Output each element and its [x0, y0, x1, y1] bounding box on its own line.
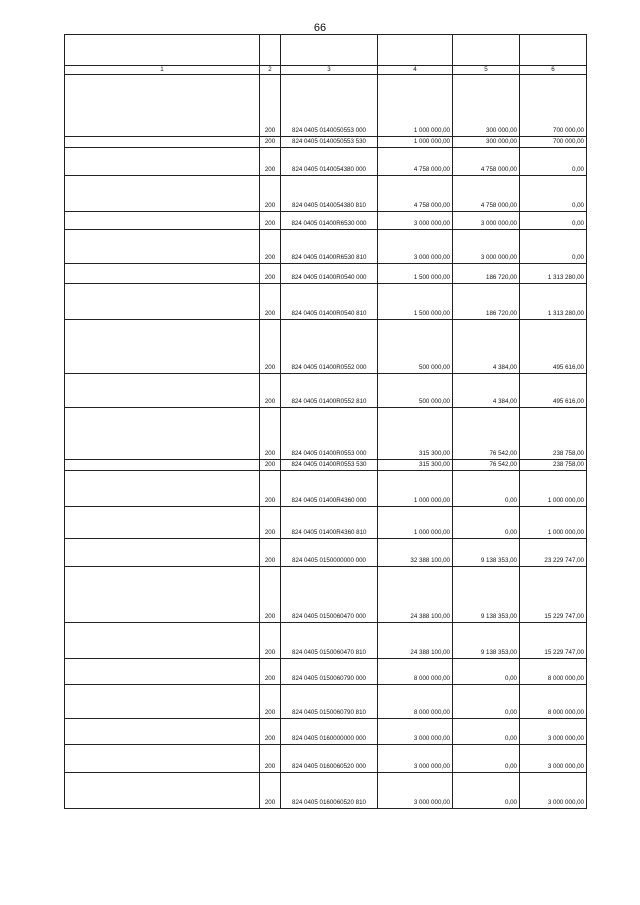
column-number: 3: [281, 66, 378, 75]
line-code-cell: 200: [260, 407, 281, 459]
table-row: [65, 772, 587, 808]
line-code-cell: 200: [260, 459, 281, 470]
executed-amount-cell: 4 758 000,00: [453, 147, 520, 175]
line-code-cell: 200: [260, 658, 281, 684]
approved-amount-cell: 500 000,00: [378, 373, 453, 407]
unexecuted-amount-cell: 3 000 000,00: [520, 772, 587, 808]
indicator-name-cell: [65, 566, 260, 622]
approved-amount-cell: 3 000 000,00: [378, 744, 453, 772]
column-number: 2: [260, 66, 281, 75]
approved-amount-cell: 1 000 000,00: [378, 75, 453, 137]
line-code-cell: 200: [260, 744, 281, 772]
approved-amount-cell: 4 758 000,00: [378, 175, 453, 211]
budget-classification-code-cell: 824 0405 0140050553 000: [281, 75, 378, 137]
budget-classification-code-cell: 824 0405 01400R0540 810: [281, 283, 378, 319]
table-row: [65, 658, 587, 684]
approved-amount-cell: 1 000 000,00: [378, 506, 453, 538]
page-number: 66: [313, 22, 327, 34]
line-code-cell: 200: [260, 373, 281, 407]
unexecuted-amount-cell: 495 616,00: [520, 373, 587, 407]
table-row: [65, 566, 587, 622]
approved-amount-cell: 1 500 000,00: [378, 263, 453, 283]
header-line-code: [260, 35, 281, 66]
indicator-name-cell: [65, 622, 260, 658]
budget-classification-code-cell: 824 0405 0160060520 000: [281, 744, 378, 772]
budget-classification-code-cell: 824 0405 0150060470 810: [281, 622, 378, 658]
indicator-name-cell: [65, 744, 260, 772]
header-indicator-name: [65, 35, 260, 66]
unexecuted-amount-cell: 1 313 280,00: [520, 283, 587, 319]
table-row: [65, 718, 587, 744]
column-number: 4: [378, 66, 453, 75]
indicator-name-cell: [65, 373, 260, 407]
table-row: [65, 470, 587, 506]
unexecuted-amount-cell: 1 000 000,00: [520, 506, 587, 538]
table-row: [65, 744, 587, 772]
line-code-cell: 200: [260, 263, 281, 283]
budget-execution-table: [64, 34, 587, 809]
budget-classification-code-cell: 824 0405 0150060790 810: [281, 684, 378, 718]
line-code-cell: 200: [260, 211, 281, 229]
budget-classification-code-cell: 824 0405 0150060470 000: [281, 566, 378, 622]
executed-amount-cell: 0,00: [453, 744, 520, 772]
table-body: [65, 75, 587, 809]
line-code-cell: 200: [260, 319, 281, 373]
approved-amount-cell: 8 000 000,00: [378, 658, 453, 684]
unexecuted-amount-cell: 0,00: [520, 229, 587, 263]
indicator-name-cell: [65, 283, 260, 319]
indicator-name-cell: [65, 319, 260, 373]
table-row: [65, 506, 587, 538]
unexecuted-amount-cell: 495 616,00: [520, 319, 587, 373]
executed-amount-cell: 76 542,00: [453, 407, 520, 459]
indicator-name-cell: [65, 263, 260, 283]
unexecuted-amount-cell: 238 758,00: [520, 407, 587, 459]
executed-amount-cell: 186 720,00: [453, 283, 520, 319]
unexecuted-amount-cell: 238 758,00: [520, 459, 587, 470]
table-row: [65, 407, 587, 459]
budget-classification-code-cell: 824 0405 01400R4360 810: [281, 506, 378, 538]
line-code-cell: 200: [260, 147, 281, 175]
approved-amount-cell: 3 000 000,00: [378, 229, 453, 263]
approved-amount-cell: 24 388 100,00: [378, 622, 453, 658]
budget-classification-code-cell: 824 0405 01400R0540 000: [281, 263, 378, 283]
approved-amount-cell: 8 000 000,00: [378, 684, 453, 718]
budget-classification-code-cell: 824 0405 01400R0552 810: [281, 373, 378, 407]
header-budget-classification-code: [281, 35, 378, 66]
budget-classification-code-cell: 824 0405 01400R6530 000: [281, 211, 378, 229]
approved-amount-cell: 32 388 100,00: [378, 538, 453, 566]
line-code-cell: 200: [260, 684, 281, 718]
table-row: [65, 175, 587, 211]
executed-amount-cell: 0,00: [453, 772, 520, 808]
indicator-name-cell: [65, 75, 260, 137]
executed-amount-cell: 4 384,00: [453, 319, 520, 373]
executed-amount-cell: 0,00: [453, 470, 520, 506]
unexecuted-amount-cell: 700 000,00: [520, 75, 587, 137]
unexecuted-amount-cell: 15 229 747,00: [520, 566, 587, 622]
unexecuted-amount-cell: 8 000 000,00: [520, 684, 587, 718]
budget-classification-code-cell: 824 0405 0150000000 000: [281, 538, 378, 566]
indicator-name-cell: [65, 470, 260, 506]
indicator-name-cell: [65, 407, 260, 459]
executed-amount-cell: 0,00: [453, 684, 520, 718]
table-row: [65, 622, 587, 658]
executed-amount-cell: 9 138 353,00: [453, 622, 520, 658]
unexecuted-amount-cell: 0,00: [520, 175, 587, 211]
executed-amount-cell: 3 000 000,00: [453, 229, 520, 263]
table-row: [65, 684, 587, 718]
table-row: [65, 538, 587, 566]
executed-amount-cell: 0,00: [453, 718, 520, 744]
budget-classification-code-cell: 824 0405 0140054380 810: [281, 175, 378, 211]
table-row: [65, 75, 587, 137]
executed-amount-cell: 300 000,00: [453, 137, 520, 148]
indicator-name-cell: [65, 229, 260, 263]
budget-classification-code-cell: 824 0405 0140054380 000: [281, 147, 378, 175]
column-number: 6: [520, 66, 587, 75]
table-row: [65, 211, 587, 229]
indicator-name-cell: [65, 459, 260, 470]
unexecuted-amount-cell: 1 313 280,00: [520, 263, 587, 283]
budget-classification-code-cell: 824 0405 01400R0553 000: [281, 407, 378, 459]
budget-classification-code-cell: 824 0405 01400R4360 000: [281, 470, 378, 506]
executed-amount-cell: 9 138 353,00: [453, 538, 520, 566]
budget-classification-code-cell: 824 0405 0160060520 810: [281, 772, 378, 808]
unexecuted-amount-cell: 3 000 000,00: [520, 744, 587, 772]
budget-classification-code-cell: 824 0405 01400R0552 000: [281, 319, 378, 373]
indicator-name-cell: [65, 147, 260, 175]
approved-amount-cell: 3 000 000,00: [378, 772, 453, 808]
executed-amount-cell: 4 384,00: [453, 373, 520, 407]
executed-amount-cell: 3 000 000,00: [453, 211, 520, 229]
unexecuted-amount-cell: 15 229 747,00: [520, 622, 587, 658]
line-code-cell: 200: [260, 137, 281, 148]
approved-amount-cell: 1 000 000,00: [378, 470, 453, 506]
indicator-name-cell: [65, 538, 260, 566]
approved-amount-cell: 500 000,00: [378, 319, 453, 373]
line-code-cell: 200: [260, 506, 281, 538]
header-approved-appropriations: [378, 35, 453, 66]
executed-amount-cell: 0,00: [453, 658, 520, 684]
line-code-cell: 200: [260, 622, 281, 658]
unexecuted-amount-cell: 0,00: [520, 211, 587, 229]
approved-amount-cell: 4 758 000,00: [378, 147, 453, 175]
line-code-cell: 200: [260, 718, 281, 744]
approved-amount-cell: 315 300,00: [378, 459, 453, 470]
executed-amount-cell: 186 720,00: [453, 263, 520, 283]
budget-classification-code-cell: 824 0405 0150060790 000: [281, 658, 378, 684]
unexecuted-amount-cell: 3 000 000,00: [520, 718, 587, 744]
budget-classification-code-cell: 824 0405 01400R0553 530: [281, 459, 378, 470]
header-row: [65, 35, 587, 66]
unexecuted-amount-cell: 23 229 747,00: [520, 538, 587, 566]
indicator-name-cell: [65, 772, 260, 808]
indicator-name-cell: [65, 684, 260, 718]
approved-amount-cell: 1 000 000,00: [378, 137, 453, 148]
budget-classification-code-cell: 824 0405 01400R6530 810: [281, 229, 378, 263]
column-number: 1: [65, 66, 260, 75]
unexecuted-amount-cell: 0,00: [520, 147, 587, 175]
table-row: [65, 283, 587, 319]
executed-amount-cell: 300 000,00: [453, 75, 520, 137]
budget-classification-code-cell: 824 0405 0140050553 530: [281, 137, 378, 148]
approved-amount-cell: 24 388 100,00: [378, 566, 453, 622]
indicator-name-cell: [65, 211, 260, 229]
line-code-cell: 200: [260, 566, 281, 622]
line-code-cell: 200: [260, 470, 281, 506]
table-row: [65, 137, 587, 148]
column-number-row: [65, 66, 587, 75]
unexecuted-amount-cell: 700 000,00: [520, 137, 587, 148]
table-row: [65, 147, 587, 175]
table-row: [65, 373, 587, 407]
table-row: [65, 319, 587, 373]
line-code-cell: 200: [260, 538, 281, 566]
line-code-cell: 200: [260, 229, 281, 263]
table-row: [65, 263, 587, 283]
line-code-cell: 200: [260, 772, 281, 808]
table-row: [65, 229, 587, 263]
column-number: 5: [453, 66, 520, 75]
table-row: [65, 459, 587, 470]
executed-amount-cell: 4 758 000,00: [453, 175, 520, 211]
executed-amount-cell: 0,00: [453, 506, 520, 538]
indicator-name-cell: [65, 137, 260, 148]
header-executed: [453, 35, 520, 66]
line-code-cell: 200: [260, 175, 281, 211]
unexecuted-amount-cell: 1 000 000,00: [520, 470, 587, 506]
unexecuted-amount-cell: 8 000 000,00: [520, 658, 587, 684]
executed-amount-cell: 76 542,00: [453, 459, 520, 470]
indicator-name-cell: [65, 718, 260, 744]
approved-amount-cell: 3 000 000,00: [378, 718, 453, 744]
line-code-cell: 200: [260, 75, 281, 137]
approved-amount-cell: 1 500 000,00: [378, 283, 453, 319]
line-code-cell: 200: [260, 283, 281, 319]
budget-classification-code-cell: 824 0405 0160000000 000: [281, 718, 378, 744]
executed-amount-cell: 9 138 353,00: [453, 566, 520, 622]
indicator-name-cell: [65, 506, 260, 538]
indicator-name-cell: [65, 175, 260, 211]
approved-amount-cell: 315 300,00: [378, 407, 453, 459]
header-unexecuted-appropriations: [520, 35, 587, 66]
indicator-name-cell: [65, 658, 260, 684]
approved-amount-cell: 3 000 000,00: [378, 211, 453, 229]
